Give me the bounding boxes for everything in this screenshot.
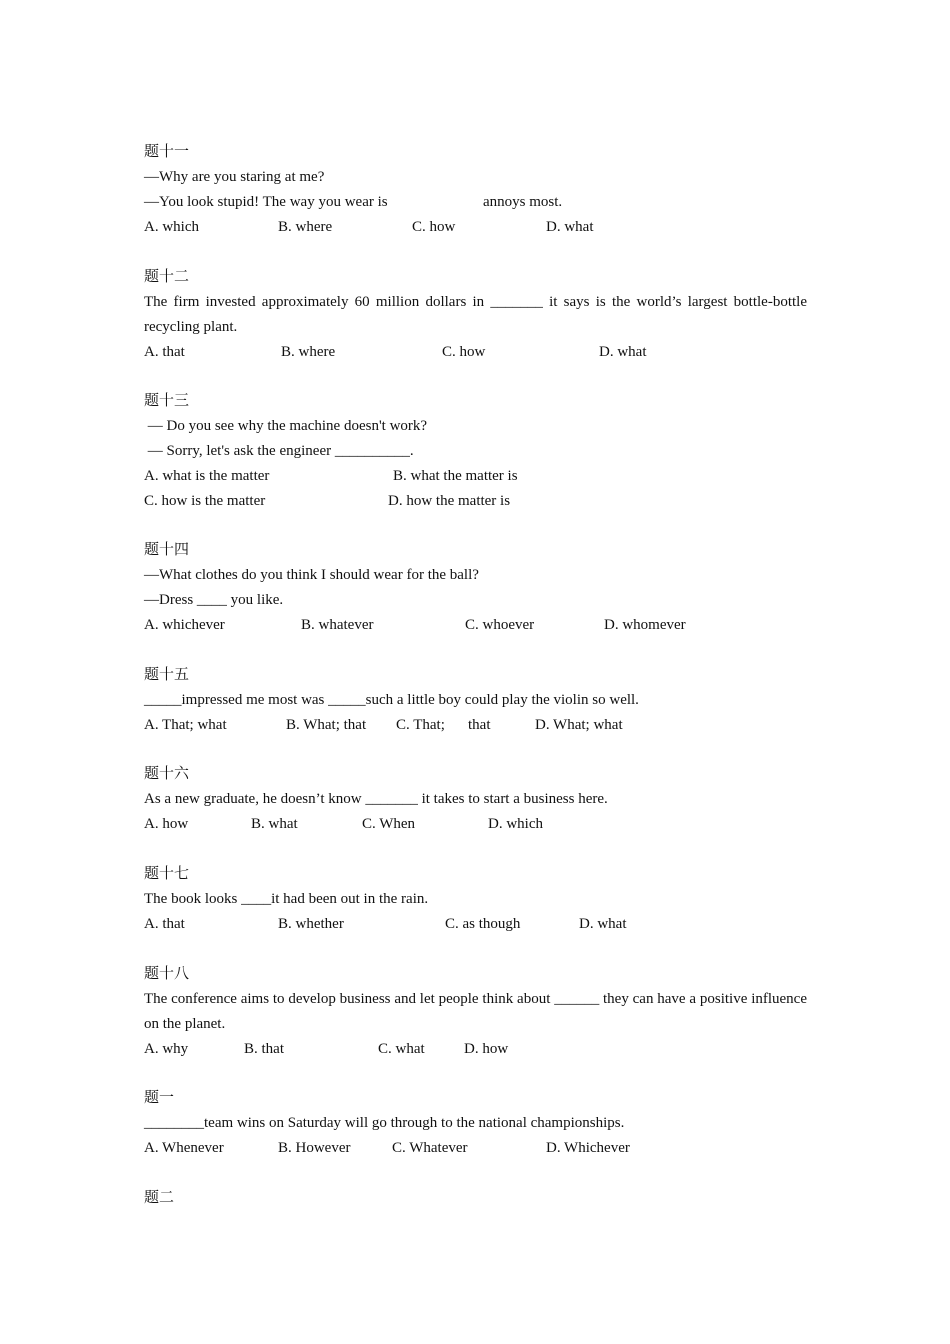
options-row [144,1136,807,1161]
dialogue-line: —Why are you staring at me? [144,169,325,185]
question-stem: ________team wins on Saturday will go through to the national championships. [144,1115,625,1131]
question-18 [144,962,807,1062]
question-16 [144,762,807,837]
dialogue-line: —Dress ____ you like. [144,592,284,608]
options-row [144,215,807,240]
options-row [144,812,807,837]
option-a: A. why [144,1041,189,1057]
option-d: D. what [579,916,627,932]
option-a: A. That; what [144,717,227,733]
question-stem: The conference aims to develop business and let people think about ______ they can have a positive influence on the planet. [144,991,807,1032]
question-title: 题十一 [144,144,190,160]
option-c: C. Whatever [392,1140,468,1156]
option-d: D. Whichever [546,1140,630,1156]
dialogue-text-cont: annoys most. [483,194,563,210]
option-b: B. whether [278,916,344,932]
option-d: D. how the matter is [388,493,511,509]
option-a: A. Whenever [144,1140,224,1156]
question-stem: _____impressed me most was _____such a little boy could play the violin so well. [144,692,639,708]
option-d: D. how [464,1041,509,1057]
option-d: D. what [599,344,647,360]
question-title: 题一 [144,1090,175,1106]
question-1 [144,1086,807,1161]
option-a: A. whichever [144,617,225,633]
option-c: C. how is the matter [144,493,266,509]
options-row [144,713,807,738]
question-17 [144,862,807,937]
option-b: B. What; that [286,717,367,733]
question-stem: As a new graduate, he doesn’t know _______ it takes to start a business here. [144,791,608,807]
dialogue-line: — Sorry, let's ask the engineer __________. [144,443,414,459]
option-c: C. whoever [465,617,535,633]
option-d: D. what [546,219,594,235]
option-d: D. What; what [535,717,623,733]
option-c: C. as though [445,916,521,932]
options-row [144,1037,807,1062]
option-c: C. When [362,816,416,832]
dialogue-line [144,190,807,215]
options-row [144,613,807,638]
question-title: 题十八 [144,966,190,982]
question-title: 题十三 [144,393,190,409]
option-c: C. what [378,1041,425,1057]
option-c-cont: that [468,717,491,733]
question-2 [144,1186,807,1211]
option-c: C. how [412,219,456,235]
options-row [144,464,807,489]
option-b: B. where [281,344,336,360]
option-a: A. how [144,816,189,832]
option-b: B. what the matter is [393,468,518,484]
options-row [144,912,807,937]
question-title: 题十四 [144,542,190,558]
option-a: A. that [144,344,185,360]
option-a: A. which [144,219,199,235]
dialogue-line: —What clothes do you think I should wear for the ball? [144,567,479,583]
option-c: C. how [442,344,486,360]
option-b: B. where [278,219,333,235]
option-a: A. what is the matter [144,468,270,484]
options-row [144,489,807,514]
question-11 [144,140,807,240]
question-title: 题十七 [144,866,190,882]
question-stem: The firm invested approximately 60 million dollars in _______ it says is the world’s largest bottle-bottle recycling plant. [144,294,807,335]
option-b: B. that [244,1041,284,1057]
option-a: A. that [144,916,185,932]
options-row [144,340,807,365]
option-b: B. However [278,1140,351,1156]
question-12 [144,265,807,365]
question-title: 题十六 [144,766,190,782]
question-title: 题十五 [144,667,190,683]
option-c: C. That; [396,717,445,733]
option-d: D. whomever [604,617,686,633]
question-title: 题二 [144,1190,175,1206]
option-b: B. whatever [301,617,374,633]
question-stem: The book looks ____it had been out in the rain. [144,891,429,907]
question-13 [144,389,807,514]
option-b: B. what [251,816,298,832]
dialogue-text: —You look stupid! The way you wear is [144,194,388,210]
question-14 [144,538,807,638]
question-title: 题十二 [144,269,190,285]
option-d: D. which [488,816,543,832]
dialogue-line: — Do you see why the machine doesn't work? [144,418,428,434]
question-15 [144,663,807,738]
